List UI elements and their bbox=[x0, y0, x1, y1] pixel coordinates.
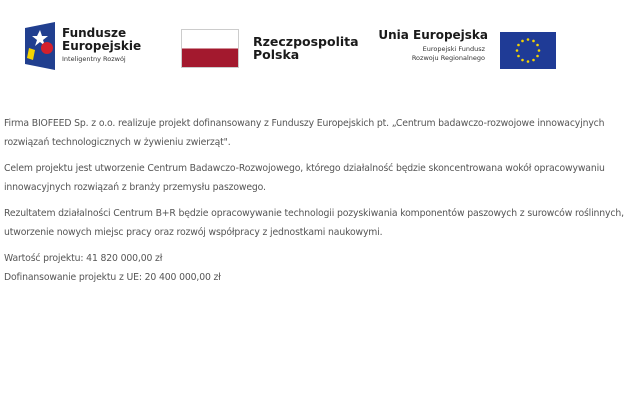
rp-line2: Polska bbox=[253, 47, 300, 62]
eu-star bbox=[532, 59, 535, 62]
eu-star bbox=[521, 40, 524, 43]
eu-star bbox=[527, 38, 530, 41]
project-description bbox=[4, 115, 636, 287]
ue-sub2: Rozwoju Regionalnego bbox=[411, 54, 485, 62]
eu-star bbox=[517, 44, 520, 47]
paragraph-result: Rezultatem działalności Centrum B+R będzie opracowywanie technologii pozyskiwania komponentów paszowych z surowców roślinnych, utworzenie nowych miejsc pracy oraz rozwój współpracy z jednostkami naukowymi. bbox=[4, 208, 624, 238]
polish-flag-icon bbox=[181, 29, 239, 68]
project-funding: Dofinansowanie projektu z UE: 20 400 000,00 zł bbox=[4, 271, 221, 283]
eu-star bbox=[536, 55, 539, 58]
rp-line1: Rzeczpospolita bbox=[253, 34, 359, 49]
eu-star bbox=[516, 49, 519, 52]
ue-title: Unia Europejska bbox=[378, 28, 488, 42]
eu-star bbox=[532, 40, 535, 43]
fe-line1: Fundusze bbox=[62, 26, 127, 40]
paragraph-goal: Celem projektu jest utworzenie Centrum Badawczo-Rozwojowego, którego działalność będzie skoncentrowana wokół opracowywaniu innowacyjnych rozwiązań z branży przemysłu paszowego. bbox=[4, 163, 605, 193]
eu-star bbox=[538, 49, 541, 52]
project-value: Wartość projektu: 41 820 000,00 zł bbox=[4, 253, 163, 264]
eu-star bbox=[521, 59, 524, 62]
fe-line2: Europejskie bbox=[62, 39, 142, 53]
eu-star bbox=[517, 55, 520, 58]
fe-sub: Inteligentny Rozwój bbox=[62, 55, 126, 63]
eu-flag-icon bbox=[500, 32, 556, 69]
ue-sub1: Europejski Fundusz bbox=[422, 45, 485, 53]
fe-emblem-icon bbox=[25, 22, 55, 70]
paragraph-intro: Firma BIOFEED Sp. z o.o. realizuje projekt dofinansowany z Funduszy Europejskich pt. „Centrum badawczo-rozwojowe innowacyjnych rozwiązań technologicznych w żywieniu zwierząt". bbox=[4, 118, 605, 148]
eu-star bbox=[536, 44, 539, 47]
eu-star bbox=[527, 60, 530, 63]
